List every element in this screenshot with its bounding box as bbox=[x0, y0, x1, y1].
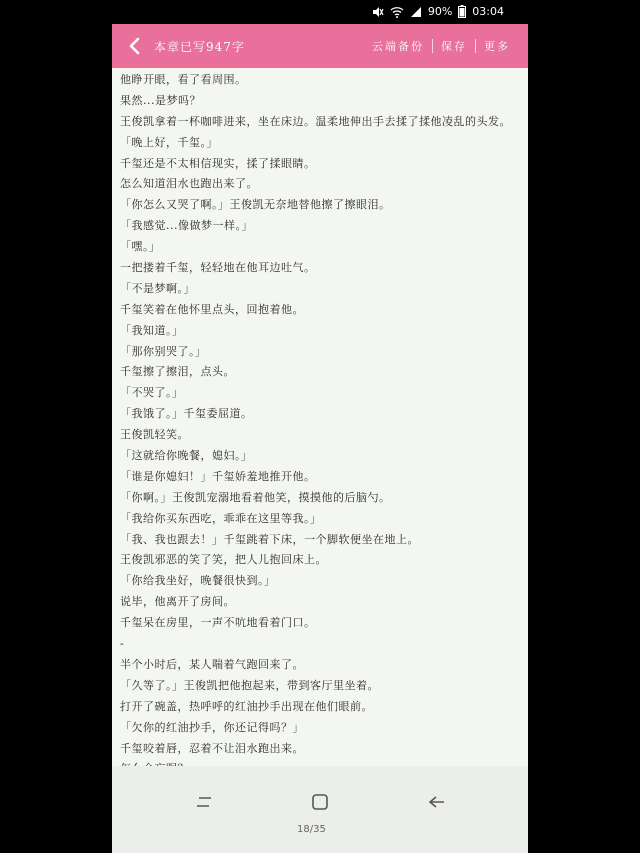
text-line: 「我知道。」 bbox=[120, 323, 184, 337]
back-nav-button[interactable] bbox=[417, 788, 457, 816]
text-line: 「谁是你媳妇！」千玺娇羞地推开他。 bbox=[120, 469, 316, 483]
recent-apps-icon bbox=[195, 795, 213, 809]
text-line: 半个小时后，某人喘着气跑回来了。 bbox=[120, 657, 304, 671]
save-button[interactable]: 保存 bbox=[441, 40, 467, 53]
recent-apps-button[interactable] bbox=[184, 788, 224, 816]
text-line: 「我、我也跟去！」千玺跳着下床，一个脚软便坐在地上。 bbox=[120, 532, 419, 546]
battery-percent: 90% bbox=[427, 5, 453, 18]
more-button[interactable]: 更多 bbox=[484, 40, 510, 53]
home-icon bbox=[310, 793, 330, 811]
text-line: 说毕，他离开了房间。 bbox=[120, 595, 235, 609]
text-line: 「那你别哭了。」 bbox=[120, 344, 207, 358]
text-line: 「我感觉...像做梦一样。」 bbox=[120, 219, 253, 233]
text-line: 果然...是梦吗？ bbox=[120, 93, 201, 107]
text-line: 「嘿。」 bbox=[120, 240, 161, 254]
text-line: 他睁开眼，看了看周围。 bbox=[120, 73, 247, 86]
word-count-title: 本章已写947字 bbox=[154, 40, 245, 54]
home-button[interactable] bbox=[300, 788, 340, 816]
text-line: 怎么知道泪水也跑出来了。 bbox=[120, 177, 258, 191]
page-indicator: 18/35 bbox=[297, 824, 326, 835]
text-line: 千玺咬着唇，忍着不让泪水跑出来。 bbox=[120, 741, 304, 755]
text-editor[interactable] bbox=[120, 70, 524, 790]
mute-icon bbox=[372, 6, 384, 18]
back-arrow-icon bbox=[127, 37, 141, 55]
back-nav-icon bbox=[428, 795, 446, 809]
text-line: 王俊凯邪恶的笑了笑，把人儿抱回床上。 bbox=[120, 553, 327, 567]
app-screen bbox=[112, 24, 528, 853]
text-line: 「你啊。」王俊凯宠溺地看着他笑，摸摸他的后脑勺。 bbox=[120, 490, 391, 504]
back-button[interactable] bbox=[122, 34, 146, 58]
text-line: 「不是梦啊。」 bbox=[120, 281, 195, 295]
header-actions bbox=[364, 38, 518, 54]
text-line: 千玺呆在房里，一声不吭地看着门口。 bbox=[120, 616, 316, 630]
text-line: 「欠你的红油抄手，你还记得吗？」 bbox=[120, 720, 304, 734]
battery-icon bbox=[458, 5, 466, 18]
text-line: 千玺笑着在他怀里点头，回抱着他。 bbox=[120, 302, 304, 316]
clock: 03:04 bbox=[472, 5, 504, 18]
wifi-icon bbox=[390, 6, 404, 18]
cloud-backup-button[interactable]: 云端备份 bbox=[372, 40, 424, 53]
text-line: 打开了碗盖，热呼呼的红油抄手出现在他们眼前。 bbox=[120, 699, 373, 713]
signal-icon bbox=[410, 6, 422, 18]
navigation-bar bbox=[112, 766, 528, 853]
text-line: 「久等了。」王俊凯把他抱起来，带到客厅里坐着。 bbox=[120, 678, 379, 692]
status-icons bbox=[372, 5, 504, 18]
text-line: 「这就给你晚餐，媳妇。」 bbox=[120, 449, 253, 463]
editor-header bbox=[112, 24, 528, 68]
text-line: 「我给你买东西吃，乖乖在这里等我。」 bbox=[120, 511, 322, 525]
text-line: 王俊凯轻笑。 bbox=[120, 428, 189, 442]
text-line: 「不哭了。」 bbox=[120, 386, 184, 400]
text-line: 千玺还是不太相信现实，揉了揉眼睛。 bbox=[120, 156, 316, 170]
text-line: 千玺擦了擦泪，点头。 bbox=[120, 365, 235, 379]
text-line: 一把搂着千玺，轻轻地在他耳边吐气。 bbox=[120, 261, 316, 275]
text-line: 「你怎么又哭了啊。」王俊凯无奈地替他擦了擦眼泪。 bbox=[120, 198, 391, 212]
text-line: 「你给我坐好，晚餐很快到。」 bbox=[120, 574, 276, 588]
text-line: - bbox=[120, 637, 125, 651]
status-bar bbox=[0, 0, 640, 24]
text-line: 「晚上好，千玺。」 bbox=[120, 135, 218, 149]
text-line: 「我饿了。」千玺委屈道。 bbox=[120, 407, 253, 421]
text-line: 王俊凯拿着一杯咖啡进来，坐在床边。温柔地伸出手去揉了揉他凌乱的头发。 bbox=[120, 114, 511, 128]
